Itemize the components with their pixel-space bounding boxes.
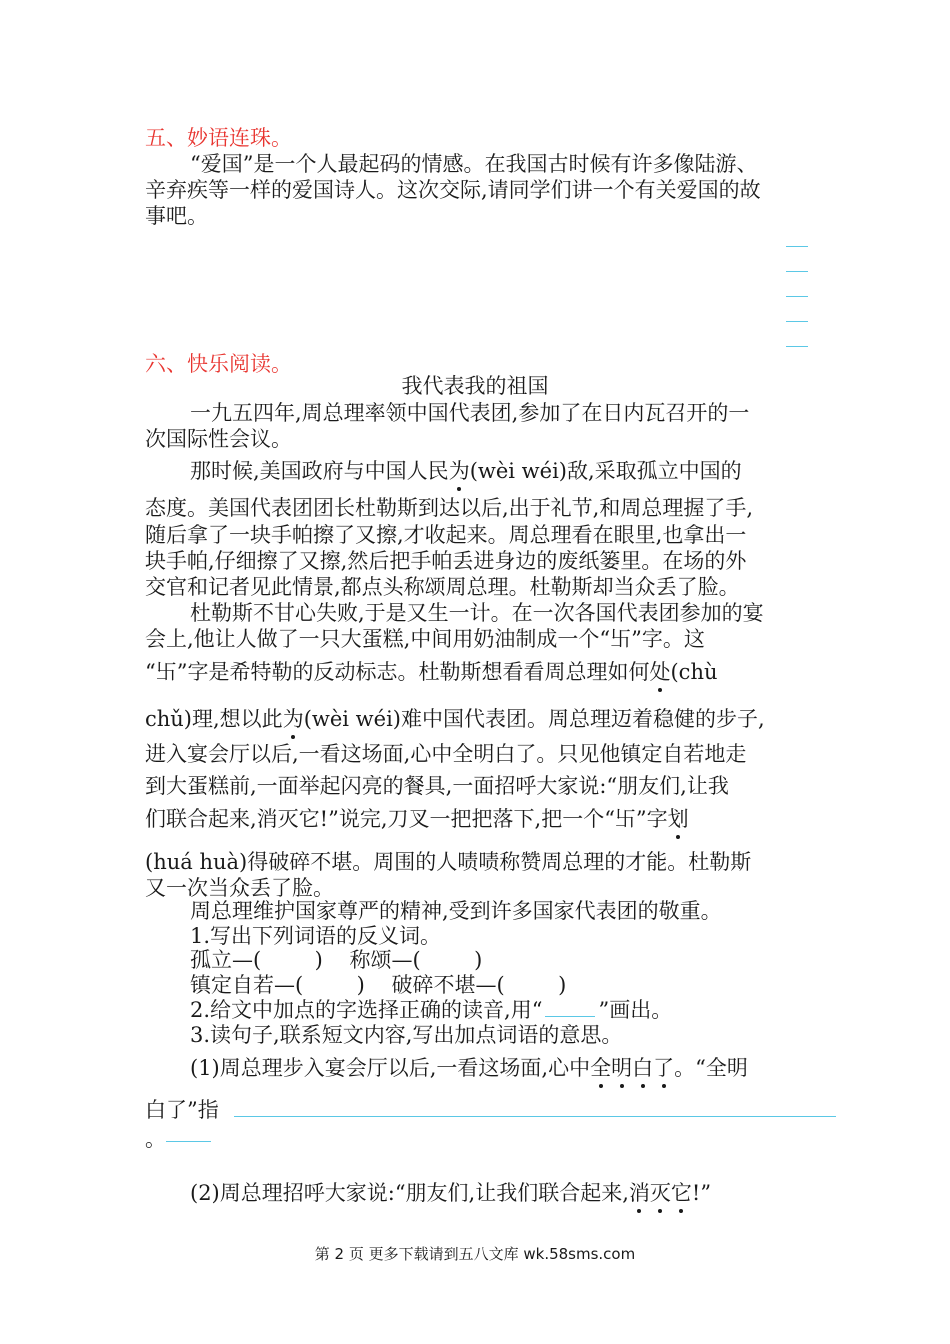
story-line [145,658,718,686]
dotted-char: 灭 [649,1181,671,1205]
dotted-char: 白 [632,1056,654,1080]
story-line [190,457,742,485]
story-line: 块手帕,仔细擦了又擦,然后把手帕丢进身边的废纸篓里。在场的外 [145,549,747,573]
page-footer: 第 2 页 更多下载请到五八文库 wk.58sms.com [314,1245,636,1263]
question-text: 2.给文中加点的字选择正确的读音,用“ [190,998,543,1022]
story-line: 进入宴会厅以后,一看这场面,心中全明白了。只见他镇定自若地走 [145,742,747,766]
section5-heading: 五、妙语连珠。 [145,126,292,150]
answer-dash [786,321,808,322]
story-line: 态度。美国代表团团长杜勒斯到达以后,出于礼节,和周总理握了手, [145,496,754,520]
story-text: (chù [670,660,718,684]
story-text: (wèi wéi)敌,采取孤立中国的 [469,459,742,483]
story-text: 们联合起来,消灭它!”说完,刀叉一把把落下,把一个“卐”字 [145,807,668,831]
story-title: 我代表我的祖国 [401,374,549,398]
story-line: 随后拿了一块手帕擦了又擦,才收起来。周总理看在眼里,也拿出一 [145,523,747,547]
dotted-char: 明 [611,1056,633,1080]
dotted-char: 处 [649,660,671,684]
question-3-1-line2: 白了”指 [145,1098,219,1122]
question-1: 1.写出下列词语的反义词。 [190,924,442,948]
story-line: 周总理维护国家尊严的精神,受到许多国家代表团的敬重。 [190,899,722,923]
dotted-char: 全 [590,1056,612,1080]
dotted-char: 它 [670,1181,692,1205]
answer-dash [786,296,808,297]
dotted-char: 了 [653,1056,675,1080]
answer-line[interactable] [234,1116,836,1117]
question-text: !” [691,1181,712,1205]
story-text: 那时候,美国政府与中国人民 [190,459,449,483]
question-1-row: 镇定自若—( ) 破碎不堪—( ) [190,973,567,997]
story-line: 会上,他让人做了一只大蛋糕,中间用奶油制成一个“卐”字。这 [145,627,705,651]
dotted-char: 为 [282,707,304,731]
dotted-char: 消 [628,1181,650,1205]
question-1-row: 孤立—( ) 称颂—( ) [190,948,483,972]
story-text: (wèi wéi)难中国代表团。周总理迈着稳健的步子, [303,707,765,731]
question-text: (2)周总理招呼大家说:“朋友们,让我们联合起来, [190,1181,629,1205]
underline-sample [545,998,595,1017]
answer-dash [786,346,808,347]
section6-heading: 六、快乐阅读。 [145,352,292,376]
question-3: 3.读句子,联系短文内容,写出加点词语的意思。 [190,1023,623,1047]
story-line [145,805,689,833]
story-line: 到大蛋糕前,一面举起闪亮的餐具,一面招呼大家说:“朋友们,让我 [145,774,729,798]
dotted-char: 为 [448,459,470,483]
answer-dash [786,246,808,247]
answer-line[interactable] [166,1141,211,1142]
story-line: (huá huà)得破碎不堪。周围的人啧啧称赞周总理的才能。杜勒斯 [145,850,752,874]
question-3-1-end: 。 [145,1127,166,1151]
story-text: “卐”字是希特勒的反动标志。杜勒斯想看看周总理如何 [145,660,650,684]
story-line [145,705,765,733]
section5-text-line: 事吧。 [145,204,208,228]
section5-text-line: 辛弃疾等一样的爱国诗人。这次交际,请同学们讲一个有关爱国的故 [145,178,761,202]
question-text: (1)周总理步入宴会厅以后,一看这场面,心中 [190,1056,591,1080]
question-2 [190,996,672,1024]
question-text: ”画出。 [598,998,673,1022]
question-text: 。“全明 [674,1056,748,1080]
story-line: 次国际性会议。 [145,427,292,451]
section5-text-line: “爱国”是一个人最起码的情感。在我国古时候有许多像陆游、 [190,152,758,176]
answer-dash [786,271,808,272]
story-text: chǔ)理,想以此 [145,707,283,731]
story-line: 交官和记者见此情景,都点头称颂周总理。杜勒斯却当众丢了脸。 [145,575,740,599]
story-line: 又一次当众丢了脸。 [145,876,334,900]
question-3-2 [190,1179,711,1207]
dotted-char: 划 [667,807,689,831]
story-line: 杜勒斯不甘心失败,于是又生一计。在一次各国代表团参加的宴 [190,601,764,625]
story-line: 一九五四年,周总理率领中国代表团,参加了在日内瓦召开的一 [190,401,750,425]
question-3-1 [190,1054,748,1082]
